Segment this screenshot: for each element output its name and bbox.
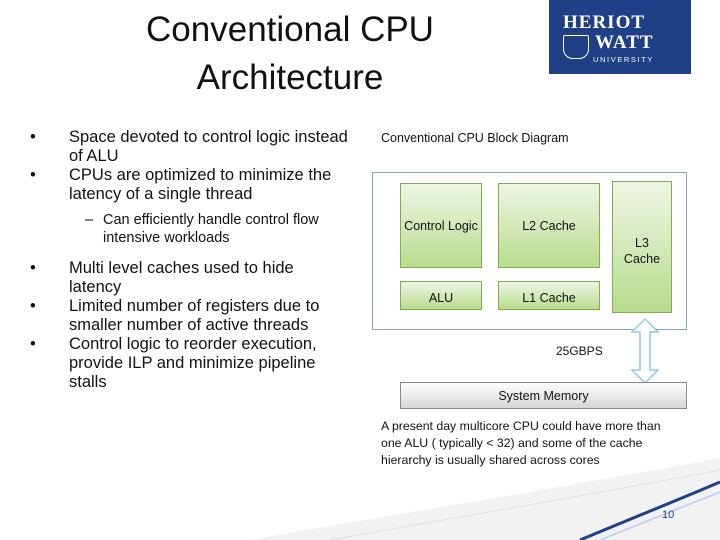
bullet-item: • Multi level caches used to hide latency xyxy=(30,259,350,297)
bullet-item: • Space devoted to control logic instead of ALU xyxy=(30,128,350,166)
alu-label: ALU xyxy=(428,291,454,305)
slide-title-line2: Architecture xyxy=(196,58,384,97)
sub-bullet-item: – Can efficiently handle control flow intensive workloads xyxy=(30,211,350,247)
system-memory-block: System Memory xyxy=(400,382,687,409)
l3-cache-label-line2: Cache xyxy=(623,252,661,266)
l1-cache-label: L1 Cache xyxy=(522,291,576,305)
bullet-item: • Limited number of registers due to smaller number of active threads xyxy=(30,297,350,335)
diagram-title: Conventional CPU Block Diagram xyxy=(381,131,569,145)
bandwidth-label: 25GBPS xyxy=(556,344,603,358)
l2-cache-label: L2 Cache xyxy=(522,219,576,233)
slide-number: 10 xyxy=(662,509,675,521)
l3-cache-label-line1: L3 xyxy=(635,236,649,250)
bullet-item: • Control logic to reorder execution, provide ILP and minimize pipeline stalls xyxy=(30,335,350,392)
diagram-caption: A present day multicore CPU could have more than one ALU ( typically < 32) and some of the cache hierarchy is usually shared across cores xyxy=(381,419,661,467)
slide-title-line1: Conventional CPU xyxy=(146,10,434,49)
logo-text-line1: HERIOT xyxy=(563,12,646,33)
control-logic-label: Control Logic xyxy=(404,219,478,233)
bullet-item: • CPUs are optimized to minimize the latency of a single thread xyxy=(30,166,350,204)
logo-text-line3: UNIVERSITY xyxy=(593,55,655,64)
logo-text-line2: WATT xyxy=(595,32,654,53)
